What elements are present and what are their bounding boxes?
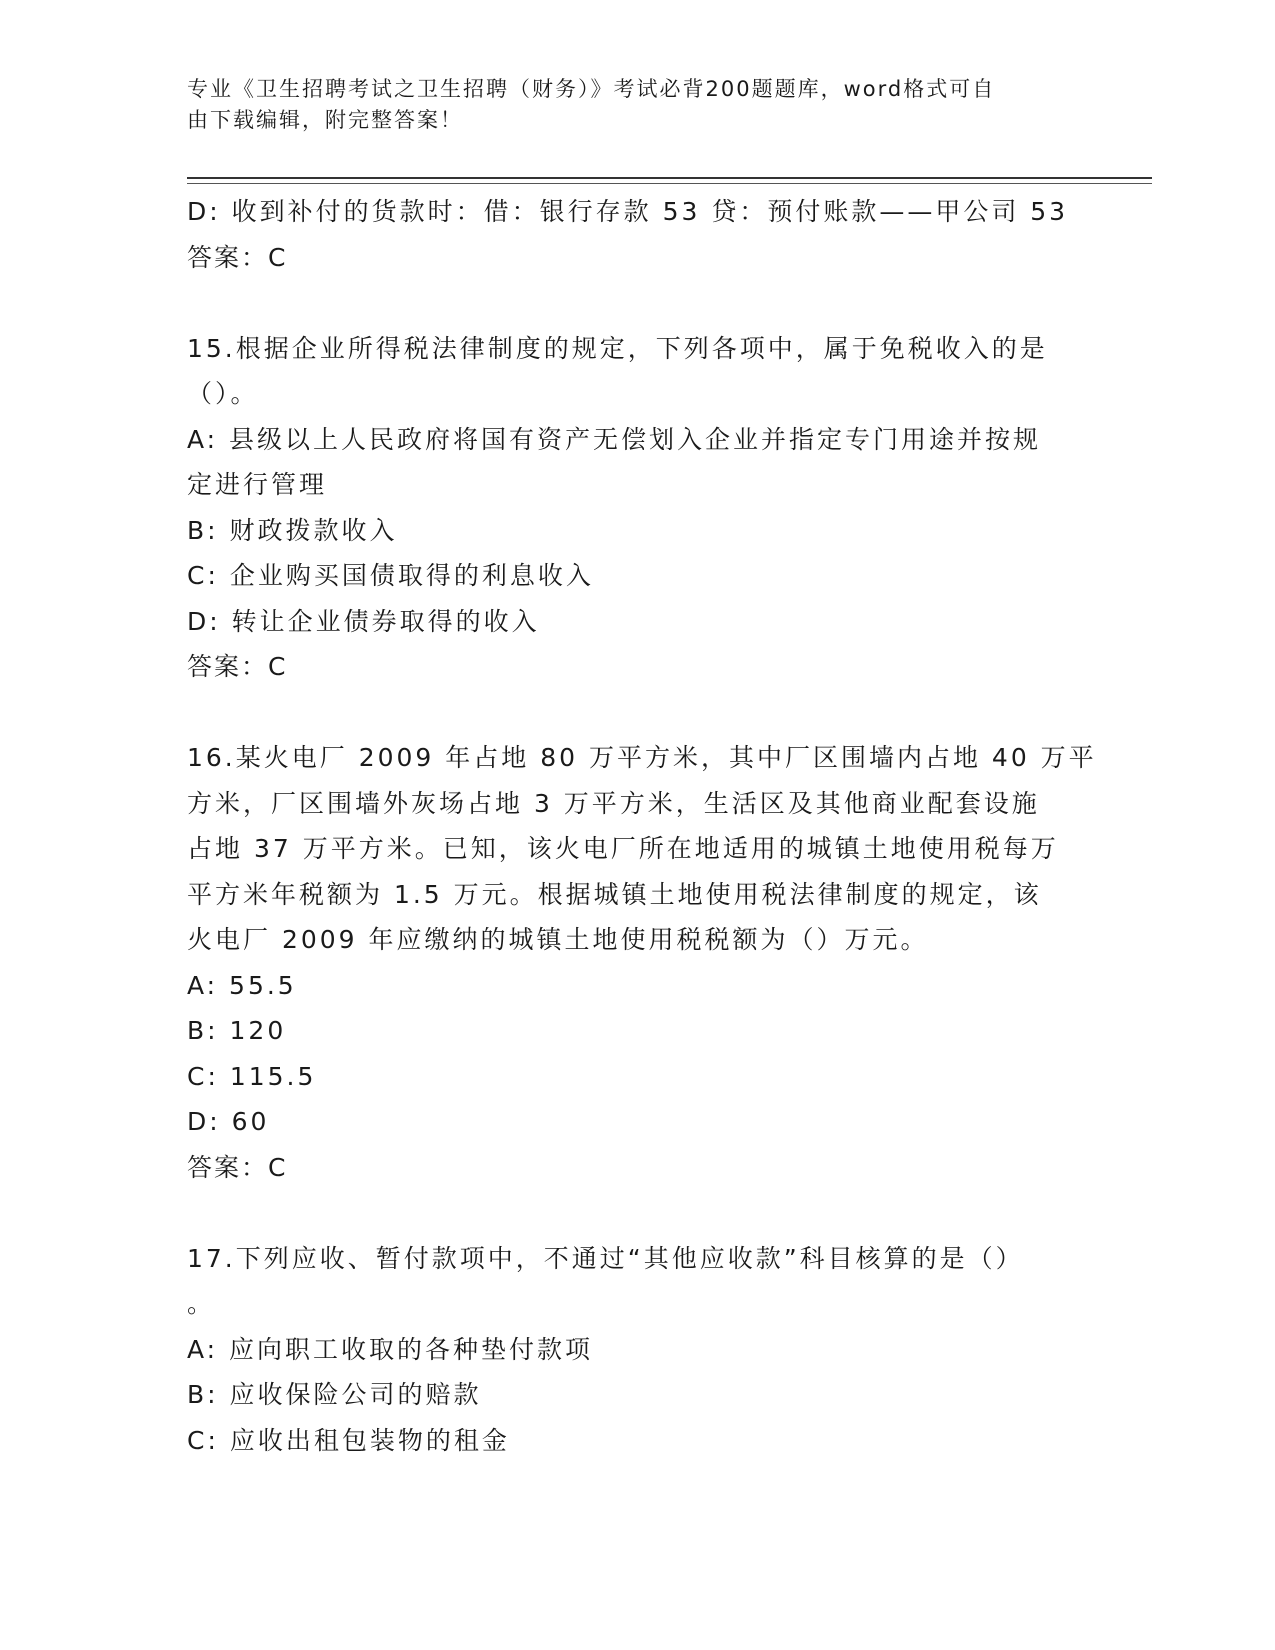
option-b: B: 120 [187,1016,287,1045]
spacer [187,280,1087,326]
question-stem-line: 16.某火电厂 2009 年占地 80 万平方米，其中厂区围墙内占地 40 万平 [187,743,1097,772]
answer-line: 答案：C [187,242,288,272]
question-stem-line: （）。 [187,379,259,408]
question-stem-line: 平方米年税额为 1.5 万元。根据城镇土地使用税法律制度的规定，该 [187,879,1042,909]
question-stem-line: 方米，厂区围墙外灰场占地 3 万平方米，生活区及其他商业配套设施 [187,788,1040,818]
option-d: D: 60 [187,1107,270,1136]
option-a: A: 55.5 [187,970,297,1000]
option-a: A: 应向职工收取的各种垫付款项 [187,1334,594,1364]
header-line-1: 专业《卫生招聘考试之卫生招聘（财务）》考试必背200题题库，word格式可自 [187,77,996,101]
answer-line: 答案：C [187,1152,288,1182]
option-c: C: 应收出租包装物的租金 [187,1425,510,1455]
answer-line: 答案：C [187,652,288,681]
option-d: D: 转让企业债券取得的收入 [187,606,540,636]
option-c: C: 115.5 [187,1061,317,1091]
option-d: D: 收到补付的货款时：借：银行存款 53 贷：预付账款——甲公司 53 [187,197,1069,226]
document-header [187,74,1067,136]
option-a: A: 县级以上人民政府将国有资产无偿划入企业并指定专门用途并按规 [187,424,1042,454]
header-divider-thin [187,183,1152,184]
header-line-2: 由下载编辑，附完整答案！ [187,108,463,132]
option-b: B: 财政拨款收入 [187,515,398,545]
question-stem-line: 15.根据企业所得税法律制度的规定，下列各项中，属于免税收入的是 [187,333,1048,363]
spacer [187,1190,1087,1236]
option-b: B: 应收保险公司的赔款 [187,1380,482,1409]
option-a-continued: 定进行管理 [187,470,328,499]
question-stem-line: 。 [187,1289,216,1318]
question-stem-line: 占地 37 万平方米。已知，该火电厂所在地适用的城镇土地使用税每万 [187,834,1059,863]
question-list [187,189,1097,1463]
spacer [187,690,1087,736]
option-c: C: 企业购买国债取得的利息收入 [187,561,594,590]
question-stem-line: 火电厂 2009 年应缴纳的城镇土地使用税税额为（）万元。 [187,925,929,954]
question-stem-line: 17.下列应收、暂付款项中，不通过“其他应收款”科目核算的是（） [187,1243,1024,1273]
header-divider-thick [187,177,1152,179]
